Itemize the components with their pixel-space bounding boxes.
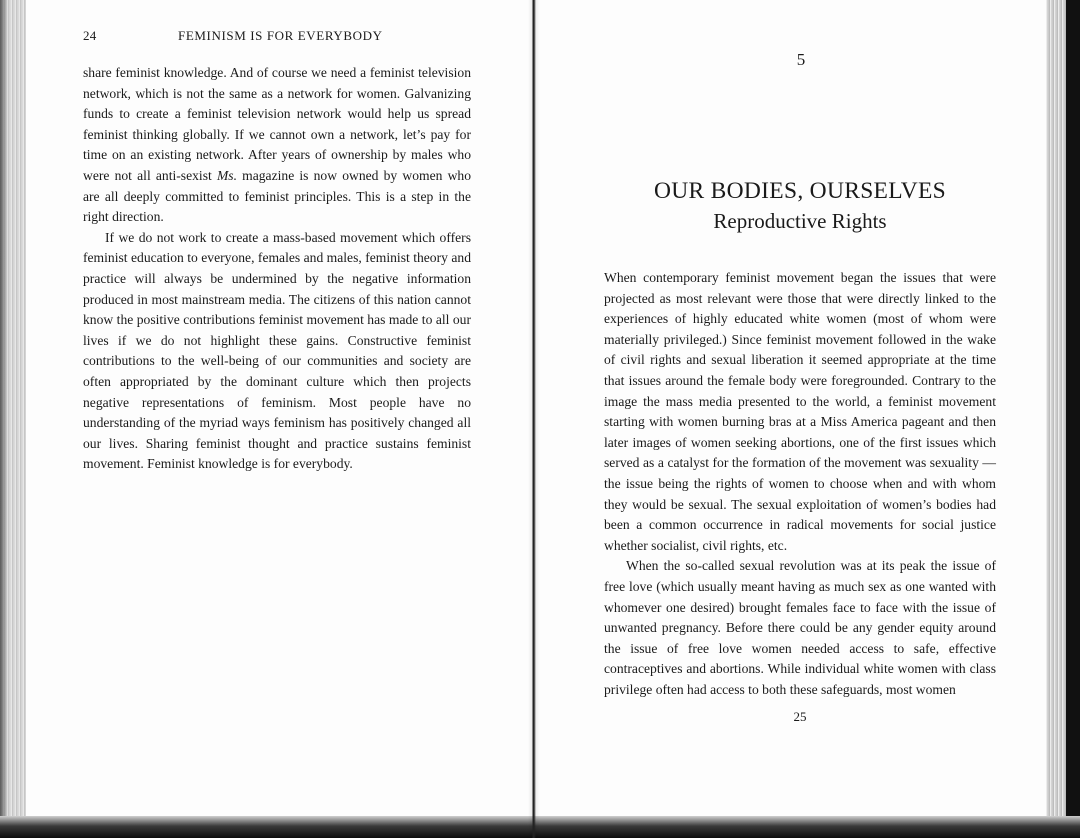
- running-head-title: FEMINISM IS FOR EVERYBODY: [178, 28, 383, 43]
- chapter-title: OUR BODIES, OURSELVES: [653, 178, 947, 204]
- left-paragraph-1-text-b: magazine is now owned by women who are all deeply committed to feminist principles. This is a step in the right direction.: [83, 167, 472, 225]
- left-page-body: [83, 63, 471, 475]
- right-edge-shadow: [1066, 0, 1080, 838]
- right-page: [604, 50, 996, 725]
- right-paragraph-2: When the so-called sexual revolution was at its peak the issue of free love (which usually meant having as much sex as one wanted with whomever one desired) brought females face to face with the issue of unwanted pregnancy. Before there could be any gender equity around the issue of free love women needed access to safe, effective contraceptives and abortions. While individual white women with class privilege often had access to both these safeguards, most women: [604, 558, 996, 697]
- bottom-edge-shadow: [0, 816, 1080, 838]
- left-page-number: 24: [83, 28, 97, 43]
- right-page-number: 25: [793, 709, 807, 725]
- right-page-body: [604, 268, 996, 700]
- left-paragraph-1: [83, 63, 471, 228]
- left-edge-shadow: [0, 0, 8, 838]
- left-paragraph-1-text-a: share feminist knowledge. And of course we need a feminist television network, which is not the same as a network for women. Galvanizing funds to create a feminist television network would help us spread feminist thinking globally. If we cannot own a network, let’s pay for time on an existing network. After years of ownership by males who were not all anti-sexist: [83, 65, 471, 183]
- book-gutter: [528, 0, 540, 838]
- magazine-title: Ms.: [216, 167, 237, 183]
- right-paragraph-1: When contemporary feminist movement began the issues that were projected as most relevant were those that were directly linked to the experiences of highly educated white women (most of whom were materially privileged.) Since feminist movement followed in the wake of civil rights and sexual liberation it seemed appropriate at the time that issues around the female body were foregrounded. Contrary to the image the mass media presented to the world, a feminist movement starting with women burning bras at a Miss America pageant and then later images of women seeking abortions, one of the first issues which served as a catalyst for the formation of the movement was sexuality — the issue being the rights of women to choose when and with whom they would be sexual. The sexual exploitation of women’s bodies had been a common occurrence in radical movements for social justice whether socialist, civil rights, etc.: [604, 270, 996, 553]
- left-paragraph-2: If we do not work to create a mass-based movement which offers feminist education to everyone, females and males, feminist theory and practice will always be undermined by the negative information produced in most mainstream media. The citizens of this nation cannot know the positive contributions feminist movement has made to all our lives if we do not highlight these gains. Constructive feminist contributions to the well-being of our communities and society are often appropriated by the dominant culture which then projects negative representations of feminism. Most people have no understanding of the myriad ways feminism has positively changed all our lives. Sharing feminist thought and practice sustains feminist movement. Feminist knowledge is for everybody.: [83, 229, 471, 472]
- running-head: [83, 28, 471, 48]
- chapter-subtitle: Reproductive Rights: [713, 209, 887, 233]
- chapter-number: 5: [796, 50, 806, 69]
- left-page: [83, 28, 471, 475]
